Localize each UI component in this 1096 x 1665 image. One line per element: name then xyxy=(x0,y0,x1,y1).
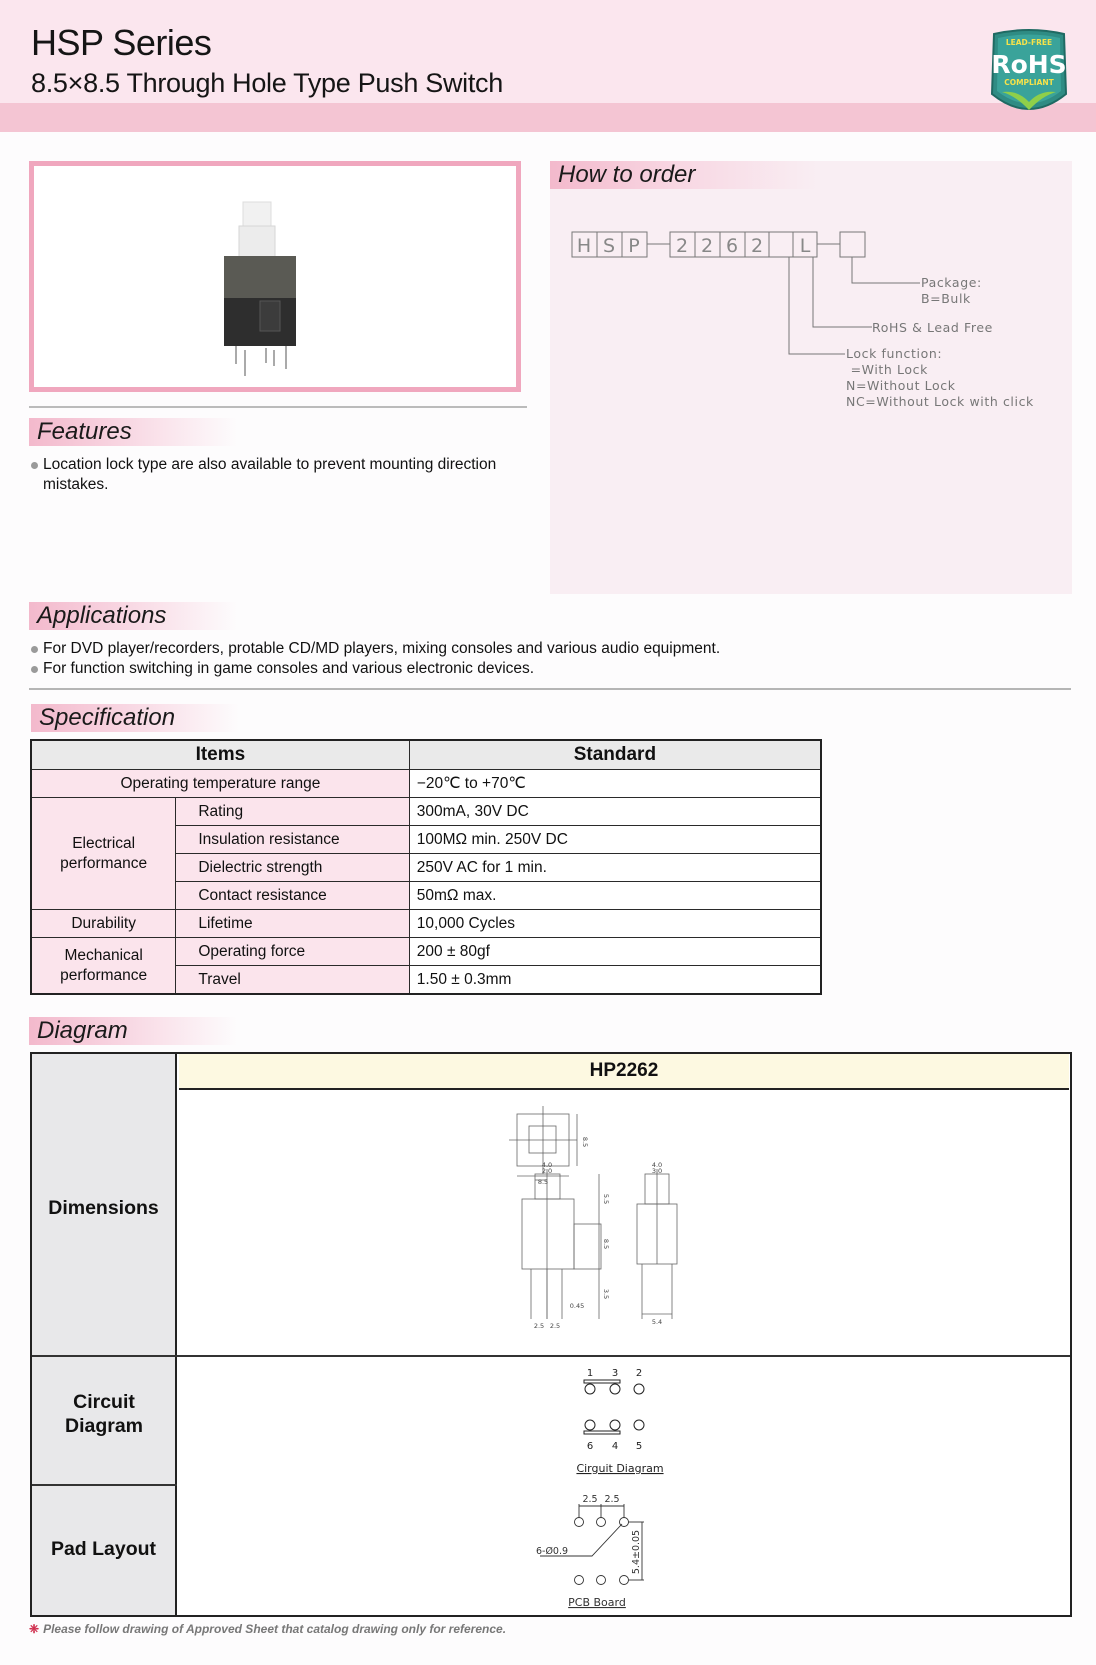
spec-value: 1.50 ± 0.3mm xyxy=(409,966,821,995)
spec-item: Rating xyxy=(176,798,409,826)
application-item: For DVD player/recorders, protable CD/MD players, mixing consoles and various audio equipment. xyxy=(29,639,943,659)
rohs-label: RoHS & Lead Free xyxy=(872,320,993,335)
page-title: HSP Series xyxy=(31,22,212,63)
row-label-circuit: Circuit Diagram xyxy=(64,1391,144,1437)
order-code-diagram xyxy=(550,200,1072,430)
spec-value: 50mΩ max. xyxy=(409,882,821,910)
pad-pitch-label: 2.5 xyxy=(604,1494,620,1505)
spec-item: Contact resistance xyxy=(176,882,409,910)
spec-item: Lifetime xyxy=(176,910,409,938)
diagram-heading: Diagram xyxy=(29,1017,237,1045)
spec-item: Operating force xyxy=(176,938,409,966)
table-header-row xyxy=(31,740,821,770)
row-label-dimensions: Dimensions xyxy=(48,1197,159,1219)
diagram-table xyxy=(30,1052,1072,1617)
column-header-standard: Standard xyxy=(409,740,821,770)
code-box-2: S xyxy=(602,235,616,257)
asterism-icon: ❈ xyxy=(29,1622,40,1636)
dim-label: 4.0 xyxy=(651,1161,663,1169)
pin-label: 6 xyxy=(586,1441,594,1452)
dim-label: 8.5 xyxy=(602,1238,610,1250)
pin-label: 5 xyxy=(635,1441,643,1452)
dim-label: 2.5 xyxy=(549,1322,561,1330)
code-box-lock: L xyxy=(799,235,811,257)
specification-table xyxy=(30,739,822,995)
footnote-text: Please follow drawing of Approved Sheet that catalog drawing only for reference. xyxy=(43,1622,507,1636)
code-box-4: 2 xyxy=(675,235,689,257)
divider xyxy=(29,406,527,408)
divider xyxy=(29,688,1071,690)
spec-group: Mechanical performance xyxy=(31,938,176,995)
spec-value: −20℃ to +70℃ xyxy=(409,770,821,798)
pin-label: 2 xyxy=(635,1368,643,1379)
spec-value: 300mA, 30V DC xyxy=(409,798,821,826)
spec-group: Electrical performance xyxy=(31,798,176,910)
spec-value: 250V AC for 1 min. xyxy=(409,854,821,882)
row-divider xyxy=(32,1355,1070,1357)
push-switch-photo xyxy=(34,166,516,387)
pad-layout-drawing xyxy=(532,1492,682,1612)
spec-item: Travel xyxy=(176,966,409,995)
table-row xyxy=(31,770,821,798)
dim-label: 2.0 xyxy=(541,1167,553,1175)
dim-label: 0.45 xyxy=(569,1302,585,1310)
table-row xyxy=(31,938,821,966)
pin-label: 4 xyxy=(611,1441,619,1452)
feature-item: Location lock type are also available to prevent mounting direction mistakes. xyxy=(29,455,548,495)
rohs-badge-main: RoHS xyxy=(991,50,1067,79)
header-accent-band xyxy=(0,103,1096,132)
package-label: Package: xyxy=(921,275,982,290)
code-box-1: H xyxy=(576,235,592,257)
pad-row-spacing: 5.4±0.05 xyxy=(631,1529,642,1575)
features-heading: Features xyxy=(29,418,237,446)
dim-top-height: 8.5 xyxy=(581,1136,589,1148)
spec-item: Dielectric strength xyxy=(176,854,409,882)
dimensions-drawing xyxy=(507,1104,707,1349)
spec-item: Insulation resistance xyxy=(176,826,409,854)
product-photo-frame xyxy=(29,161,521,392)
code-box-7: 2 xyxy=(750,235,764,257)
dim-label: 3.5 xyxy=(602,1288,610,1300)
spec-value: 200 ± 80gf xyxy=(409,938,821,966)
lock-label: Lock function: xyxy=(846,346,943,361)
dim-label: 4.0 xyxy=(541,1161,553,1169)
package-option: B=Bulk xyxy=(921,291,971,306)
code-box-5: 2 xyxy=(700,235,714,257)
dim-label: 5.5 xyxy=(602,1193,610,1205)
circuit-diagram xyxy=(572,1364,682,1479)
spec-group: Durability xyxy=(31,910,176,938)
page-subtitle: 8.5×8.5 Through Hole Type Push Switch xyxy=(31,68,503,98)
diagram-row-labels xyxy=(32,1054,177,1615)
pin-label: 1 xyxy=(586,1368,594,1379)
pin-label: 3 xyxy=(611,1368,619,1379)
row-divider xyxy=(32,1484,177,1486)
lock-option-with: =With Lock xyxy=(846,362,928,377)
pad-pitch-label: 2.5 xyxy=(582,1494,598,1505)
circuit-caption: Cirguit Diagram xyxy=(576,1462,664,1475)
pad-caption: PCB Board xyxy=(568,1596,626,1609)
table-row xyxy=(31,910,821,938)
spec-value: 10,000 Cycles xyxy=(409,910,821,938)
code-box-6: 6 xyxy=(725,235,739,257)
row-label-pad: Pad Layout xyxy=(50,1538,157,1560)
specification-heading: Specification xyxy=(31,704,239,732)
lock-option-click: NC=Without Lock with click xyxy=(846,394,1034,409)
applications-heading: Applications xyxy=(29,602,237,630)
rohs-badge-icon xyxy=(988,28,1070,120)
application-item: For function switching in game consoles and various electronic devices. xyxy=(29,659,943,679)
lock-option-without: N=Without Lock xyxy=(846,378,956,393)
footnote xyxy=(29,1622,506,1636)
code-box-3: P xyxy=(628,235,640,257)
model-header: HP2262 xyxy=(179,1054,1069,1090)
spec-value: 100MΩ min. 250V DC xyxy=(409,826,821,854)
dim-label: 5.4 xyxy=(651,1318,663,1326)
spec-item: Operating temperature range xyxy=(31,770,409,798)
dim-label: 2.5 xyxy=(533,1322,545,1330)
rohs-badge-top: LEAD-FREE xyxy=(1005,38,1053,47)
dim-top-width: 8.5 xyxy=(537,1178,549,1186)
pad-hole-label: 6-Ø0.9 xyxy=(535,1546,569,1557)
table-row xyxy=(31,798,821,826)
dim-label: 3.0 xyxy=(651,1167,663,1175)
column-header-items: Items xyxy=(31,740,409,770)
how-to-order-heading: How to order xyxy=(550,161,818,189)
rohs-badge-bottom: COMPLIANT xyxy=(1004,78,1054,87)
